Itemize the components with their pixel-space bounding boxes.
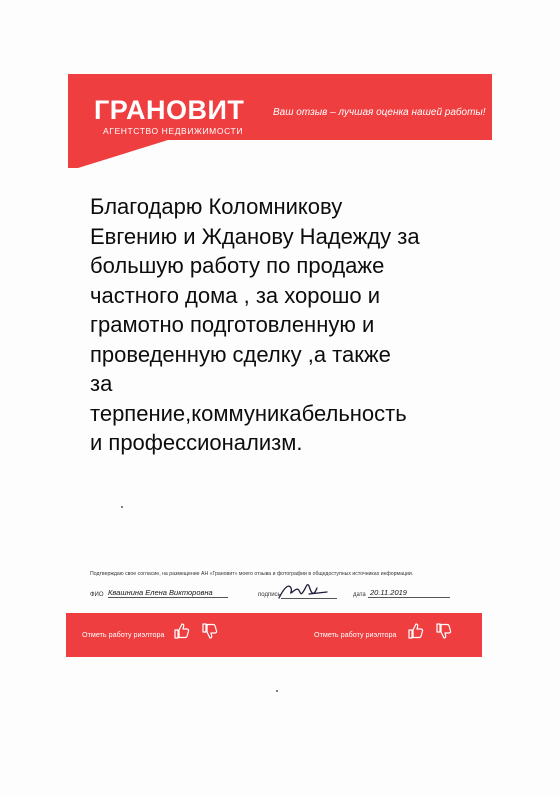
consent-text: Подтверждаю свое согласие, на размещение АН «Грановит» моего отзыва и фотографии в общедоступных источниках информации. [90,571,414,577]
date-value: 20.11.2019 [368,588,450,598]
feedback-line: терпение,коммуникабельность [90,400,407,426]
rate-realtor-label-left: Отметь работу риэлтора [82,630,165,639]
handwritten-signature [273,578,333,604]
feedback-line: Евгению и Жданову Надежду за [90,223,420,249]
thumbs-down-icon[interactable] [434,621,454,641]
feedback-line: и профессионализм. [90,430,303,455]
speck [121,506,123,508]
header-slogan: Ваш отзыв – лучшая оценка нашей работы! [273,107,486,118]
brand-logo-subtitle: АГЕНТСТВО НЕДВИЖИМОСТИ [103,126,244,136]
header-banner [68,74,492,170]
rate-realtor-label-right: Отметь работу риэлтора [314,630,397,639]
feedback-line: частного дома , за хорошо и [90,282,380,308]
feedback-line: большую работу по продаже [90,253,385,278]
feedback-line: проведенную сделку ,а также [90,341,391,367]
feedback-line: грамотно подготовленную и [90,312,375,337]
brand-logo: ГРАНОВИТ [94,95,245,125]
thumbs-down-icon[interactable] [200,621,220,641]
fio-value: Квашнина Елена Викторовна [108,588,228,598]
signature-label: подпись [258,592,281,598]
footer-rating-bar [66,613,482,657]
thumbs-up-icon[interactable] [406,621,426,641]
feedback-line: за [90,371,113,396]
feedback-text [90,192,500,458]
signature-fields [90,588,490,608]
thumbs-up-icon[interactable] [172,621,192,641]
date-label: дата [353,592,366,598]
speck [276,690,278,692]
feedback-line: Благодарю Коломникову [90,194,343,219]
fio-label: ФИО [90,592,104,598]
